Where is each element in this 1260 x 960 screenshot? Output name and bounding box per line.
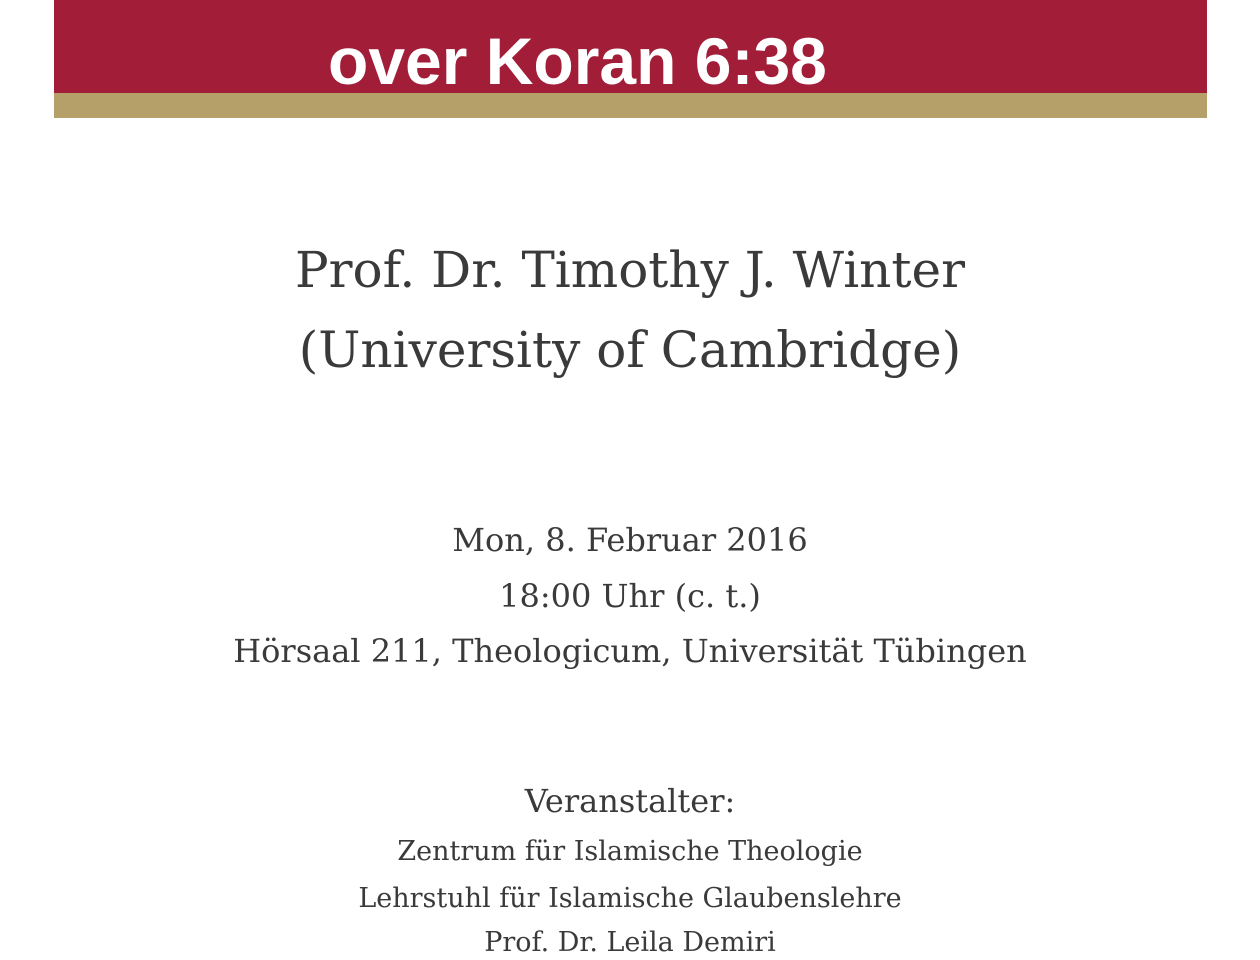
event-location: Hörsaal 211, Theologicum, Universität Tübingen xyxy=(233,632,1027,670)
speaker-affiliation: (University of Cambridge) xyxy=(298,321,962,379)
speaker-name: Prof. Dr. Timothy J. Winter xyxy=(295,241,965,299)
organizer-line: Zentrum für Islamische Theologie xyxy=(397,836,863,867)
organizer-line: Prof. Dr. Leila Demiri xyxy=(484,927,776,958)
banner-title: over Koran 6:38 xyxy=(328,24,827,93)
title-banner xyxy=(54,0,1207,93)
organizers-heading: Veranstalter: xyxy=(524,782,736,820)
banner-gold-stripe xyxy=(54,93,1207,118)
event-date: Mon, 8. Februar 2016 xyxy=(452,521,808,559)
event-time: 18:00 Uhr (c. t.) xyxy=(499,577,761,615)
organizer-line: Lehrstuhl für Islamische Glaubenslehre xyxy=(358,883,902,914)
